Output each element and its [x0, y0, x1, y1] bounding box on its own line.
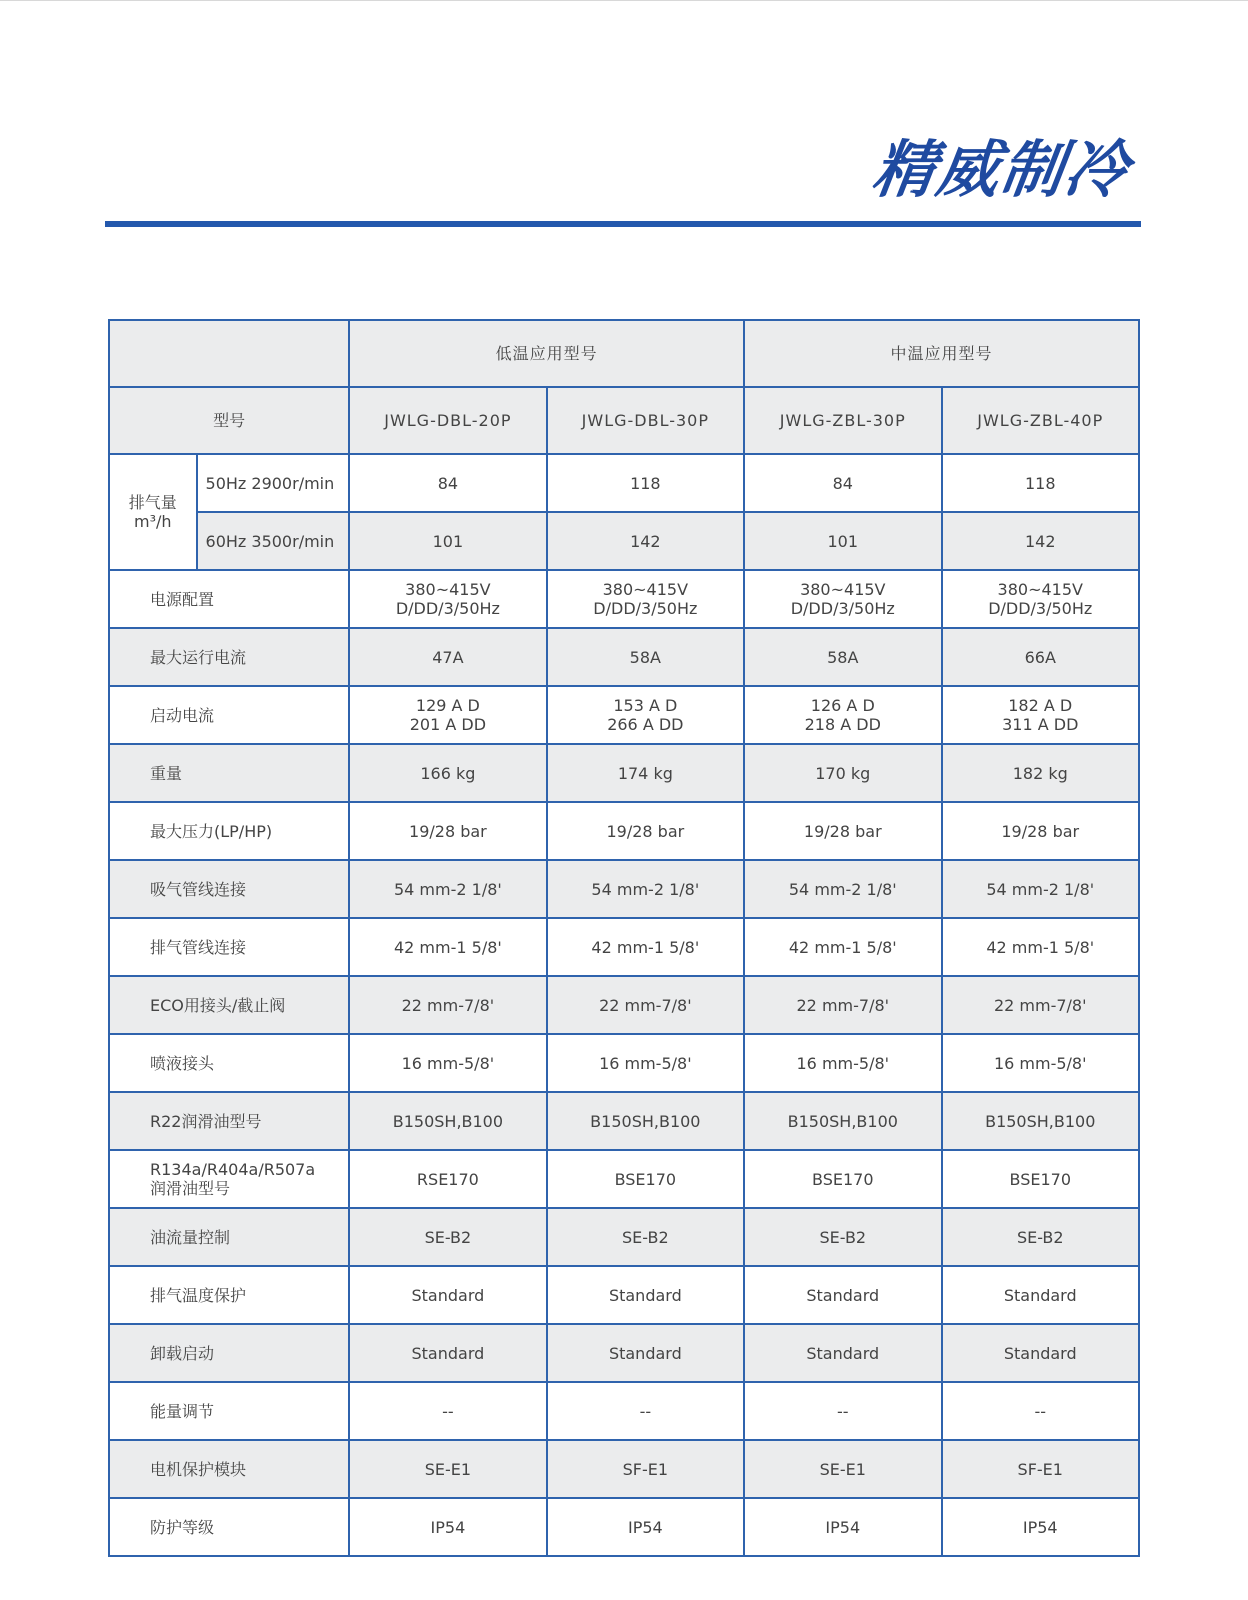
table-cell: 66A: [942, 628, 1140, 686]
table-row: [109, 802, 1139, 860]
brand-title: 精威制冷: [868, 133, 1135, 206]
table-cell: B150SH,B100: [349, 1092, 546, 1150]
table-row: [109, 1440, 1139, 1498]
table-cell: SE-B2: [547, 1208, 744, 1266]
table-cell: 142: [547, 512, 744, 570]
table-cell: 84: [349, 454, 546, 512]
table-cell: 42 mm-1 5/8': [349, 918, 546, 976]
table-cell: 101: [744, 512, 941, 570]
table-cell: 42 mm-1 5/8': [744, 918, 941, 976]
table-cell: 16 mm-5/8': [744, 1034, 941, 1092]
table-cell: 58A: [744, 628, 941, 686]
table-cell: 16 mm-5/8': [942, 1034, 1140, 1092]
row-label: 启动电流: [109, 686, 349, 744]
table-cell: Standard: [349, 1324, 546, 1382]
table-row: [109, 1034, 1139, 1092]
table-row: [109, 860, 1139, 918]
table-cell: SE-E1: [744, 1440, 941, 1498]
model-name: JWLG-DBL-30P: [547, 387, 744, 454]
table-cell: B150SH,B100: [744, 1092, 941, 1150]
table-cell: 54 mm-2 1/8': [942, 860, 1140, 918]
table-cell: 174 kg: [547, 744, 744, 802]
table-cell: 380~415V D/DD/3/50Hz: [942, 570, 1140, 628]
row-label: 能量调节: [109, 1382, 349, 1440]
displacement-condition: 50Hz 2900r/min: [197, 454, 350, 512]
table-cell: 58A: [547, 628, 744, 686]
model-name: JWLG-ZBL-30P: [744, 387, 941, 454]
table-row: [109, 1150, 1139, 1208]
table-row: [109, 512, 1139, 570]
model-name: JWLG-DBL-20P: [349, 387, 546, 454]
table-cell: 54 mm-2 1/8': [744, 860, 941, 918]
table-row: [109, 918, 1139, 976]
table-cell: 19/28 bar: [942, 802, 1140, 860]
table-cell: 380~415V D/DD/3/50Hz: [349, 570, 546, 628]
table-cell: 42 mm-1 5/8': [942, 918, 1140, 976]
table-cell: SF-E1: [942, 1440, 1140, 1498]
group-header-low-temp: 低温应用型号: [349, 320, 744, 387]
row-label: R22润滑油型号: [109, 1092, 349, 1150]
table-cell: --: [744, 1382, 941, 1440]
row-label: 排气温度保护: [109, 1266, 349, 1324]
table-cell: Standard: [349, 1266, 546, 1324]
table-cell: 19/28 bar: [744, 802, 941, 860]
table-cell: 54 mm-2 1/8': [349, 860, 546, 918]
table-cell: B150SH,B100: [547, 1092, 744, 1150]
table-cell: 182 A D 311 A DD: [942, 686, 1140, 744]
corner-cell: [109, 320, 349, 387]
table-cell: 129 A D 201 A DD: [349, 686, 546, 744]
row-label: 电源配置: [109, 570, 349, 628]
table-row: [109, 1498, 1139, 1556]
table-cell: RSE170: [349, 1150, 546, 1208]
table-cell: 118: [942, 454, 1140, 512]
row-label: 最大运行电流: [109, 628, 349, 686]
table-cell: Standard: [547, 1266, 744, 1324]
table-row: [109, 976, 1139, 1034]
table-cell: 166 kg: [349, 744, 546, 802]
table-row: [109, 744, 1139, 802]
model-row: [109, 387, 1139, 454]
table-cell: 126 A D 218 A DD: [744, 686, 941, 744]
row-label: R134a/R404a/R507a 润滑油型号: [109, 1150, 349, 1208]
table-cell: SE-E1: [349, 1440, 546, 1498]
table-cell: Standard: [942, 1324, 1140, 1382]
group-header-medium-temp: 中温应用型号: [744, 320, 1139, 387]
table-cell: 101: [349, 512, 546, 570]
table-cell: 54 mm-2 1/8': [547, 860, 744, 918]
table-cell: --: [942, 1382, 1140, 1440]
table-cell: BSE170: [547, 1150, 744, 1208]
table-cell: IP54: [349, 1498, 546, 1556]
table-cell: 380~415V D/DD/3/50Hz: [744, 570, 941, 628]
table-cell: 84: [744, 454, 941, 512]
table-row: [109, 570, 1139, 628]
table-row: [109, 686, 1139, 744]
displacement-condition: 60Hz 3500r/min: [197, 512, 350, 570]
table-row: [109, 1382, 1139, 1440]
table-row: [109, 454, 1139, 512]
table-cell: 153 A D 266 A DD: [547, 686, 744, 744]
table-cell: 16 mm-5/8': [547, 1034, 744, 1092]
table-cell: 22 mm-7/8': [744, 976, 941, 1034]
table-cell: 170 kg: [744, 744, 941, 802]
row-label: 电机保护模块: [109, 1440, 349, 1498]
row-label: 吸气管线连接: [109, 860, 349, 918]
model-label: 型号: [109, 387, 349, 454]
table-cell: 19/28 bar: [349, 802, 546, 860]
table-row: [109, 1324, 1139, 1382]
spec-table: [108, 319, 1140, 1557]
table-cell: 47A: [349, 628, 546, 686]
table-header-row: [109, 320, 1139, 387]
table-cell: IP54: [744, 1498, 941, 1556]
table-cell: 22 mm-7/8': [942, 976, 1140, 1034]
table-cell: SF-E1: [547, 1440, 744, 1498]
table-cell: 118: [547, 454, 744, 512]
row-label: 卸载启动: [109, 1324, 349, 1382]
model-name: JWLG-ZBL-40P: [942, 387, 1140, 454]
brand-divider: [105, 221, 1141, 227]
table-cell: SE-B2: [349, 1208, 546, 1266]
table-cell: Standard: [942, 1266, 1140, 1324]
table-cell: 42 mm-1 5/8': [547, 918, 744, 976]
row-label: 喷液接头: [109, 1034, 349, 1092]
table-cell: 22 mm-7/8': [349, 976, 546, 1034]
table-cell: --: [349, 1382, 546, 1440]
displacement-label: 排气量 m³/h: [109, 454, 197, 570]
table-cell: 182 kg: [942, 744, 1140, 802]
table-cell: BSE170: [744, 1150, 941, 1208]
top-border-line: [0, 0, 1248, 1]
row-label: 最大压力(LP/HP): [109, 802, 349, 860]
table-cell: 380~415V D/DD/3/50Hz: [547, 570, 744, 628]
table-row: [109, 628, 1139, 686]
table-row: [109, 1266, 1139, 1324]
table-cell: BSE170: [942, 1150, 1140, 1208]
table-cell: IP54: [547, 1498, 744, 1556]
table-cell: Standard: [547, 1324, 744, 1382]
table-cell: 16 mm-5/8': [349, 1034, 546, 1092]
row-label: 防护等级: [109, 1498, 349, 1556]
table-cell: --: [547, 1382, 744, 1440]
table-cell: 19/28 bar: [547, 802, 744, 860]
table-cell: Standard: [744, 1266, 941, 1324]
row-label: 油流量控制: [109, 1208, 349, 1266]
table-cell: SE-B2: [942, 1208, 1140, 1266]
table-cell: Standard: [744, 1324, 941, 1382]
table-cell: SE-B2: [744, 1208, 941, 1266]
row-label: 排气管线连接: [109, 918, 349, 976]
table-cell: B150SH,B100: [942, 1092, 1140, 1150]
table-cell: 22 mm-7/8': [547, 976, 744, 1034]
table-cell: 142: [942, 512, 1140, 570]
row-label: 重量: [109, 744, 349, 802]
table-cell: IP54: [942, 1498, 1140, 1556]
row-label: ECO用接头/截止阀: [109, 976, 349, 1034]
table-row: [109, 1092, 1139, 1150]
table-row: [109, 1208, 1139, 1266]
